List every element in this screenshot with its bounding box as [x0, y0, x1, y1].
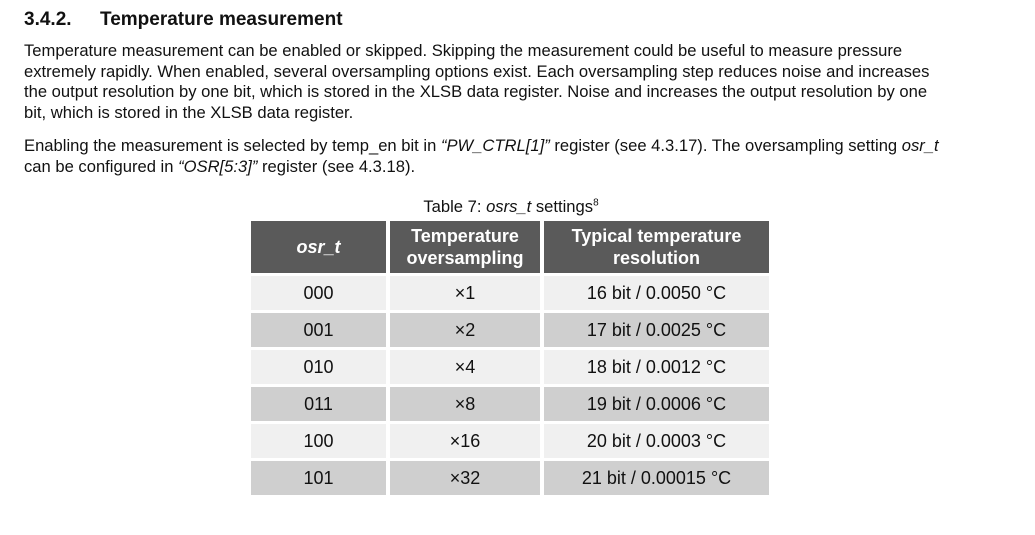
variable-name: osr_t: [901, 136, 939, 155]
header-label: Temperature: [411, 226, 519, 246]
section-title: Temperature measurement: [100, 9, 343, 30]
header-label: osr_t: [296, 237, 341, 257]
table-row: [251, 350, 769, 384]
cell-resolution: 16 bit / 0.0050 °C: [544, 276, 769, 310]
paragraph-line: the output resolution by one bit, which is stored in the XLSB data register. Noise and increases the output resolution by one: [24, 82, 928, 102]
header-label: resolution: [612, 248, 700, 268]
cell-oversampling: ×32: [390, 461, 540, 495]
cell-oversampling: ×4: [390, 350, 540, 384]
cell-oversampling: ×2: [390, 313, 540, 347]
cell-resolution: 17 bit / 0.0025 °C: [544, 313, 769, 347]
cell-osr-t: 010: [251, 350, 386, 384]
register-reference: “OSR[5:3]”: [178, 156, 258, 176]
cell-osr-t: 101: [251, 461, 386, 495]
paragraph-line: bit, which is stored in the XLSB data register.: [24, 102, 354, 122]
osr-t-settings-table: [247, 218, 773, 498]
header-label: Typical temperature: [571, 226, 742, 246]
cell-resolution: 18 bit / 0.0012 °C: [544, 350, 769, 384]
table-caption: [251, 196, 771, 218]
table-row: [251, 424, 769, 458]
header-label: oversampling: [406, 248, 524, 268]
table-row: [251, 276, 769, 310]
cell-resolution: 19 bit / 0.0006 °C: [544, 387, 769, 421]
cell-osr-t: 000: [251, 276, 386, 310]
paragraph-line: [24, 157, 1000, 178]
cell-oversampling: ×16: [390, 424, 540, 458]
header-temperature-oversampling: [390, 221, 540, 273]
caption-suffix: settings: [531, 197, 594, 216]
cell-oversampling: ×1: [390, 276, 540, 310]
cell-oversampling: ×8: [390, 387, 540, 421]
register-reference: “PW_CTRL[1]”: [440, 136, 550, 155]
section-number: 3.4.2.: [24, 9, 72, 30]
footnote-marker: 8: [593, 197, 599, 209]
cell-resolution: 20 bit / 0.0003 °C: [544, 424, 769, 458]
section-heading: [24, 8, 343, 32]
text-run: can be configured in: [24, 156, 179, 176]
paragraph-line: extremely rapidly. When enabled, several oversampling options exist. Each oversampling step reduces noise and increases: [24, 61, 930, 81]
caption-prefix: Table 7:: [423, 197, 487, 216]
paragraph-line: Temperature measurement can be enabled or skipped. Skipping the measurement could be useful to measure pressure: [24, 41, 903, 60]
table-row: [251, 313, 769, 347]
paragraph-line: [24, 136, 1000, 157]
cell-osr-t: 100: [251, 424, 386, 458]
cell-osr-t: 001: [251, 313, 386, 347]
cell-resolution: 21 bit / 0.00015 °C: [544, 461, 769, 495]
caption-variable: osrs_t: [486, 197, 532, 216]
header-typical-resolution: [544, 221, 769, 273]
header-osr-t: [251, 221, 386, 273]
table-row: [251, 461, 769, 495]
text-run: register (see 4.3.17). The oversampling setting: [549, 136, 902, 155]
paragraph-temperature-intro: [24, 41, 1000, 123]
table-header-row: [251, 221, 769, 273]
cell-osr-t: 011: [251, 387, 386, 421]
table-row: [251, 387, 769, 421]
paragraph-enable-measurement: [24, 136, 1000, 177]
text-run: Enabling the measurement is selected by temp_en bit in: [24, 136, 441, 155]
text-run: register (see 4.3.18).: [257, 156, 416, 176]
